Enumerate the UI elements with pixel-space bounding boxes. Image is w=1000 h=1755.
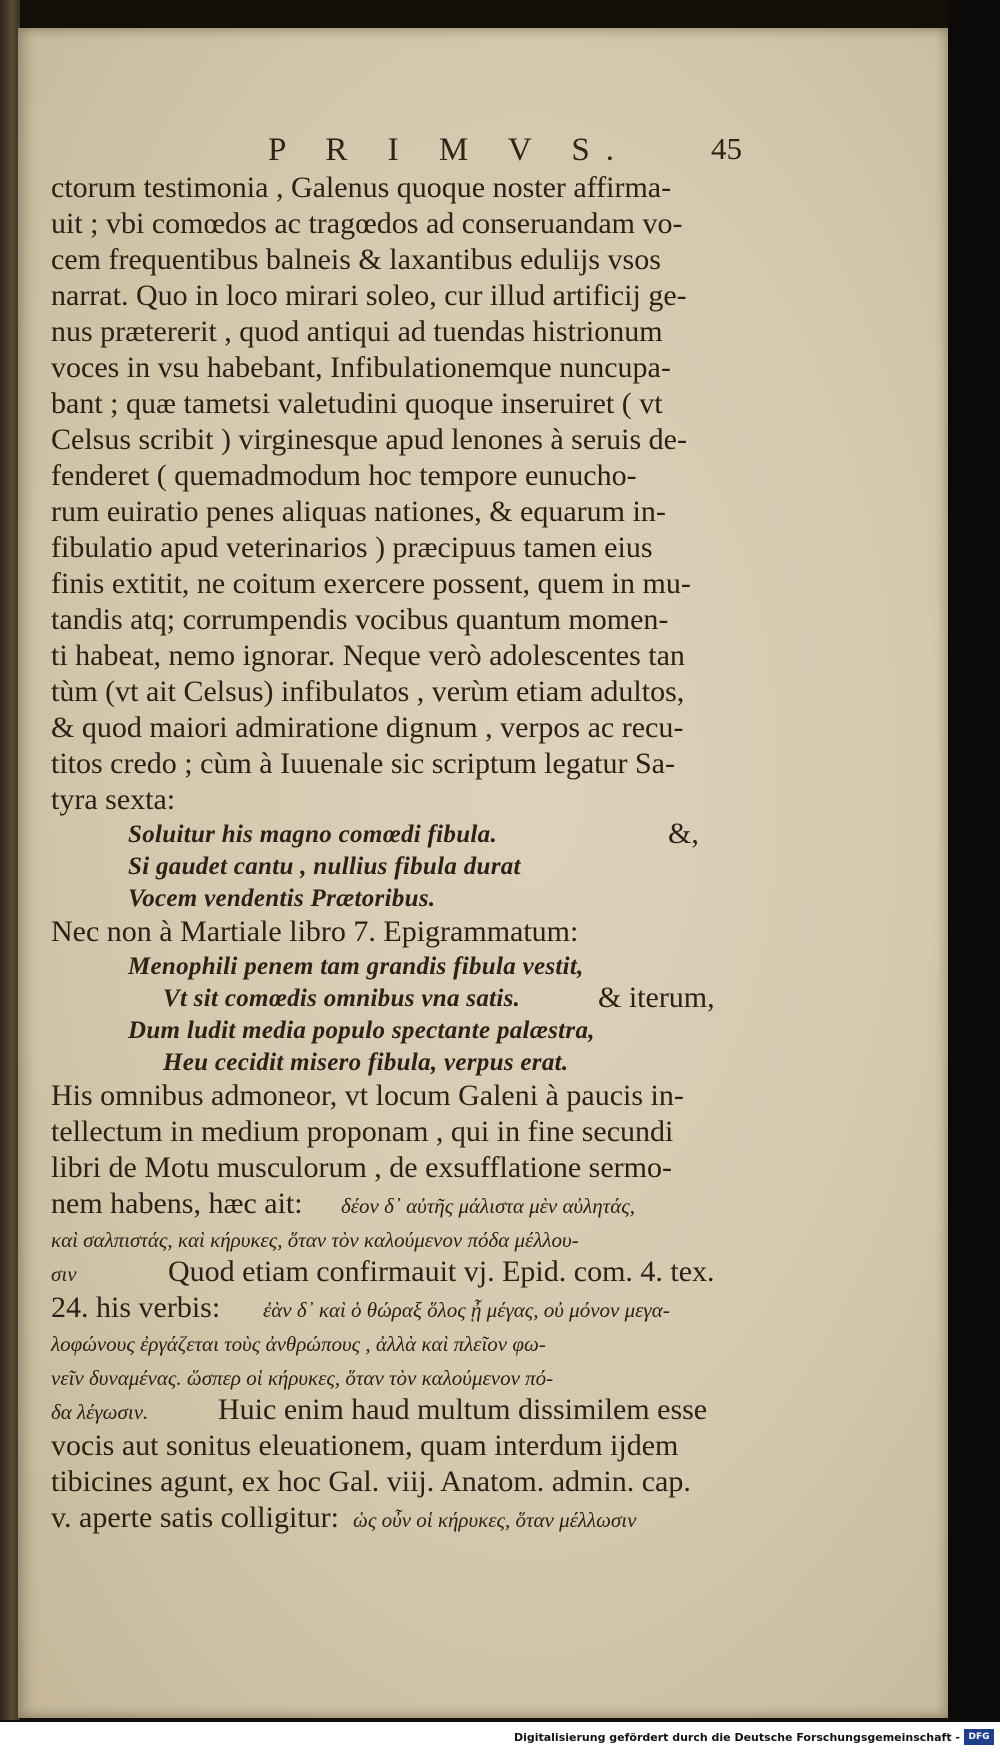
greek-text-line: καὶ σαλπιστάς, καὶ κήρυκες, ὅταν τὸν καλούμενον πόδα μέλλου- (51, 1228, 579, 1252)
text-line: & iterum, (598, 981, 715, 1014)
text-line: voces in vsu habebant, Infibulationemque nuncupa- (51, 351, 671, 384)
greek-text-line: δέον δ᾽ αὐτῆς μάλιστα μὲν αὐλητάς, (341, 1194, 635, 1218)
greek-text-line: ὡς οὖν οἱ κήρυκες, ὅταν μέλλωσιν (353, 1508, 637, 1532)
text-line: tyra sexta: (51, 783, 176, 816)
book-edge-right (948, 0, 1000, 1720)
verse-line: Dum ludit media populo spectante palæstra, (128, 1017, 595, 1044)
text-line: uit ; vbi comœdos ac tragœdos ad conseruandam vo- (51, 207, 683, 240)
digitization-footer (0, 1722, 1000, 1755)
book-page (18, 28, 948, 1718)
verse-line: Si gaudet cantu , nullius fibula durat (128, 853, 521, 880)
text-line: ti habeat, nemo ignorar. Neque verò adolescentes tan (51, 639, 685, 672)
text-line: vocis aut sonitus eleuationem, quam interdum ijdem (51, 1429, 679, 1462)
running-head: P R I M V S. (268, 132, 630, 168)
text-line: libri de Motu musculorum , de exsufflatione sermo- (51, 1151, 672, 1184)
verse-line: Heu cecidit misero fibula, verpus erat. (163, 1049, 569, 1076)
text-line: His omnibus admoneor, vt locum Galeni à paucis in- (51, 1079, 684, 1112)
greek-text-line: νεῖν δυναμένας. ὥσπερ οἱ κήρυκες, ὅταν τὸν καλούμενον πό- (51, 1366, 554, 1390)
text-line: &, (668, 817, 699, 850)
greek-text-line: ἐὰν δ᾽ καὶ ὁ θώραξ ὅλος ᾖ μέγας, οὐ μόνον μεγα- (263, 1298, 670, 1322)
text-line: fibulatio apud veterinarios ) præcipuus tamen eius (51, 531, 653, 564)
text-line: nus prætererit , quod antiqui ad tuendas histrionum (51, 315, 663, 348)
book-edge-left (0, 0, 20, 1720)
text-line: narrat. Quo in loco mirari soleo, cur illud artificij ge- (51, 279, 687, 312)
text-line: tellectum in medium proponam , qui in fine secundi (51, 1115, 674, 1148)
text-line: 24. his verbis: (51, 1291, 221, 1324)
verse-line: Menophili penem tam grandis fibula vestit, (128, 953, 584, 980)
verse-line: Vocem vendentis Prætoribus. (128, 885, 436, 912)
footer-credit: Digitalisierung gefördert durch die Deutsche Forschungsgemeinschaft - (513, 1731, 960, 1744)
dfg-logo: DFG (964, 1729, 994, 1745)
greek-text-line: δα λέγωσιν. (51, 1400, 149, 1424)
text-line: titos credo ; cùm à Iuuenale sic scriptum legatur Sa- (51, 747, 675, 780)
verse-line: Soluitur his magno comœdi fibula. (128, 821, 498, 848)
text-line: finis extitit, ne coitum exercere possent, quem in mu- (51, 567, 691, 600)
greek-text-line: σιν (51, 1262, 77, 1286)
text-line: tùm (vt ait Celsus) infibulatos , verùm etiam adultos, (51, 675, 685, 708)
text-line: tibicines agunt, ex hoc Gal. viij. Anatom. admin. cap. (51, 1465, 691, 1498)
text-line: Quod etiam confirmauit vj. Epid. com. 4. tex. (168, 1255, 715, 1288)
text-line: & quod maiori admiratione dignum , verpos ac recu- (51, 711, 684, 744)
text-line: v. aperte satis colligitur: (51, 1501, 339, 1534)
text-line: cem frequentibus balneis & laxantibus edulijs vsos (51, 243, 661, 276)
text-line: ctorum testimonia , Galenus quoque noster affirma- (51, 171, 672, 204)
text-line: Huic enim haud multum dissimilem esse (218, 1393, 708, 1426)
text-line: Celsus scribit ) virginesque apud lenones à seruis de- (51, 423, 687, 456)
text-line: nem habens, hæc ait: (51, 1187, 303, 1220)
text-line: rum euiratio penes aliquas nationes, & equarum in- (51, 495, 666, 528)
greek-text-line: λοφώνους ἐργάζεται τοὺς ἀνθρώπους , ἀλλὰ καὶ πλεῖον φω- (51, 1332, 546, 1356)
page-number: 45 (711, 131, 742, 166)
text-line: fenderet ( quemadmodum hoc tempore eunucho- (51, 459, 637, 492)
text-line: Nec non à Martiale libro 7. Epigrammatum: (51, 915, 579, 948)
verse-line: Vt sit comœdis omnibus vna satis. (163, 985, 521, 1012)
text-line: bant ; quæ tametsi valetudini quoque inseruiret ( vt (51, 387, 663, 420)
text-line: tandis atq; corrumpendis vocibus quantum momen- (51, 603, 669, 636)
